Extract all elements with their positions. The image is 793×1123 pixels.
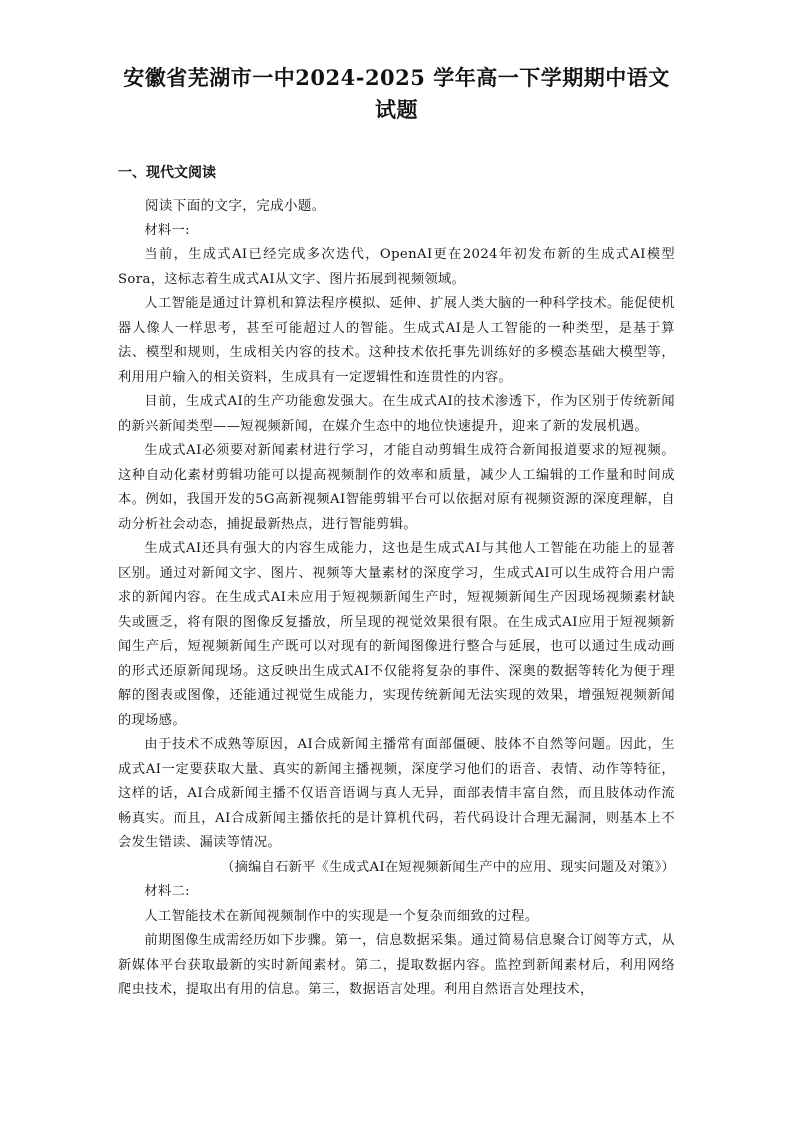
material-1-paragraph: 当前，生成式AI已经完成多次迭代，OpenAI更在2024年初发布新的生成式AI模型Sora，这标志着生成式AI从文字、图片拓展到视频领域。 (118, 247, 675, 287)
material-1-source: （摘编自石新平《生成式AI在短视频新闻生产中的应用、现实问题及对策》） (221, 859, 675, 875)
material-1-paragraph: 生成式AI必须要对新闻素材进行学习，才能自动剪辑生成符合新闻报道要求的短视频。这种自动化素材剪辑功能可以提高视频制作的效率和质量，减少人工编辑的工作量和时间成本。例如，我国开发的5G高新视频AI智能剪辑平台可以依据对原有视频资源的深度理解，自动分析社会动态，捕捉最新热点，进行智能剪辑。 (118, 443, 675, 532)
material-1-label: 材料一: (144, 222, 190, 238)
material-2-paragraph: 人工智能技术在新闻视频制作中的实现是一个复杂而细致的过程。 (144, 908, 539, 924)
material-1-paragraph: 目前，生成式AI的生产功能愈发强大。在生成式AI的技术渗透下，作为区别于传统新闻的新兴新闻类型——短视频新闻，在媒介生态中的地位快速提升，迎来了新的发展机遇。 (118, 394, 675, 434)
material-1-paragraph: 生成式AI还具有强大的内容生成能力，这也是生成式AI与其他人工智能在功能上的显著区别。通过对新闻文字、图片、视频等大量素材的深度学习，生成式AI可以生成符合用户需求的新闻内容。在生成式AI未应用于短视频新闻生产时，短视频新闻生产因现场视频素材缺失或匮乏，将有限的图像反复播放，所呈现的视觉效果很有限。在生成式AI应用于短视频新闻生产后，短视频新闻生产既可以对现有的新闻图像进行整合与延展，也可以通过生成动画的形式还原新闻现场。这反映出生成式AI不仅能将复杂的事件、深奥的数据等转化为便于理解的图表或图像，还能通过视觉生成能力，实现传统新闻无法实现的效果，增强短视频新闻的现场感。 (118, 541, 675, 728)
section-heading: 一、现代文阅读 (118, 165, 216, 181)
document-title: 安徽省芜湖市一中2024-2025 学年高一下学期期中语文试题 (123, 65, 670, 122)
material-1-paragraph: 人工智能是通过计算机和算法程序模拟、延伸、扩展人类大脑的一种科学技术。能促使机器人像人一样思考，甚至可能超过人的智能。生成式AI是人工智能的一种类型，是基于算法、模型和规则，生成相关内容的技术。这种技术依托事先训练好的多模态基础大模型等，利用用户输入的相关资料，生成具有一定逻辑性和连贯性的内容。 (118, 296, 675, 385)
instruction: 阅读下面的文字，完成小题。 (145, 198, 326, 214)
material-1-paragraph: 由于技术不成熟等原因，AI合成新闻主播常有面部僵硬、肢体不自然等问题。因此，生成式AI一定要获取大量、真实的新闻主播视频，深度学习他们的语音、表情、动作等特征，这样的话，AI合成新闻主播不仅语音语调与真人无异，面部表情丰富自然，而且肢体动作流畅真实。而且，AI合成新闻主播依托的是计算机代码，若代码设计合理无漏洞，则基本上不会发生错读、漏读等情况。 (118, 737, 675, 850)
material-2-label: 材料二: (144, 884, 190, 899)
material-2-paragraph: 前期图像生成需经历如下步骤。第一，信息数据采集。通过简易信息聚合订阅等方式，从新媒体平台获取最新的实时新闻素材。第二，提取数据内容。监控到新闻素材后，利用网络爬虫技术，提取出有用的信息。第三，数据语言处理。利用自然语言处理技术， (118, 933, 675, 997)
